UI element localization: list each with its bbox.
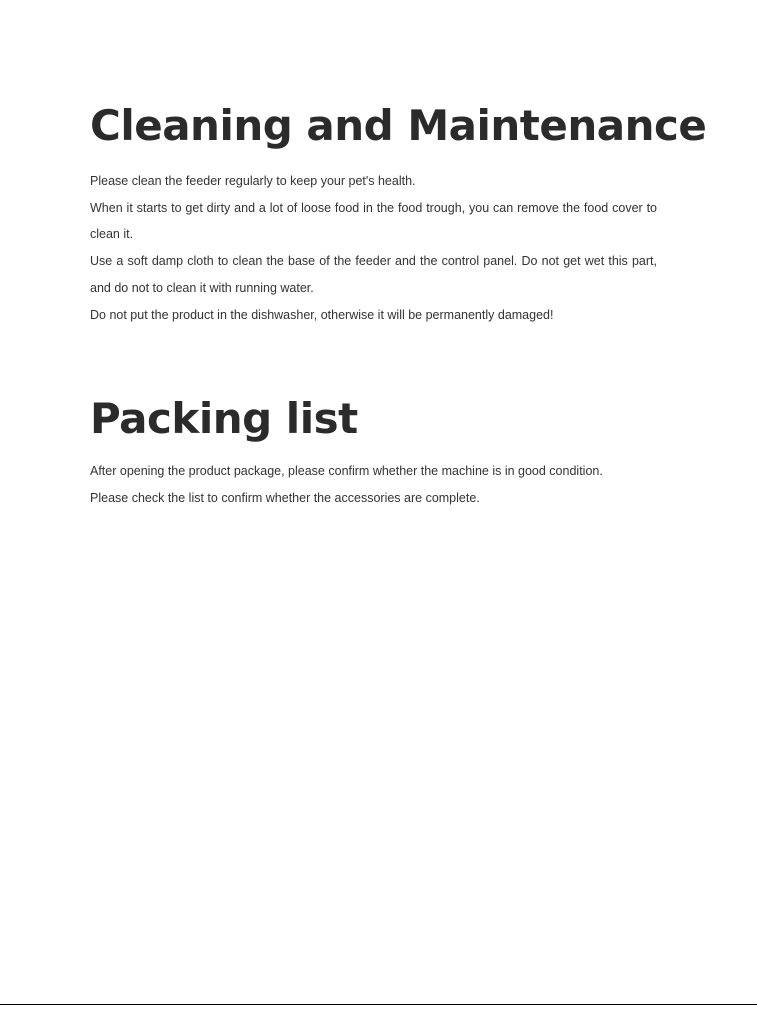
- cleaning-instructions: [90, 168, 657, 328]
- cleaning-paragraph: Use a soft damp cloth to clean the base of the feeder and the control panel. Do not get wet this part, and do not to clean it with running water.: [90, 254, 657, 295]
- page-bottom-rule: [0, 1004, 757, 1005]
- packing-instructions: [90, 458, 657, 511]
- cleaning-maintenance-heading: Cleaning and Maintenance: [90, 101, 707, 150]
- cleaning-paragraph: When it starts to get dirty and a lot of loose food in the food trough, you can remove the food cover to clean it.: [90, 200, 657, 242]
- packing-paragraph: After opening the product package, please confirm whether the machine is in good condition.: [90, 464, 603, 478]
- cleaning-paragraph: Please clean the feeder regularly to keep your pet's health.: [90, 174, 416, 188]
- packing-list-heading: Packing list: [90, 394, 358, 443]
- cleaning-paragraph: Do not put the product in the dishwasher, otherwise it will be permanently damaged!: [90, 307, 554, 322]
- packing-paragraph: Please check the list to confirm whether the accessories are complete.: [90, 490, 480, 505]
